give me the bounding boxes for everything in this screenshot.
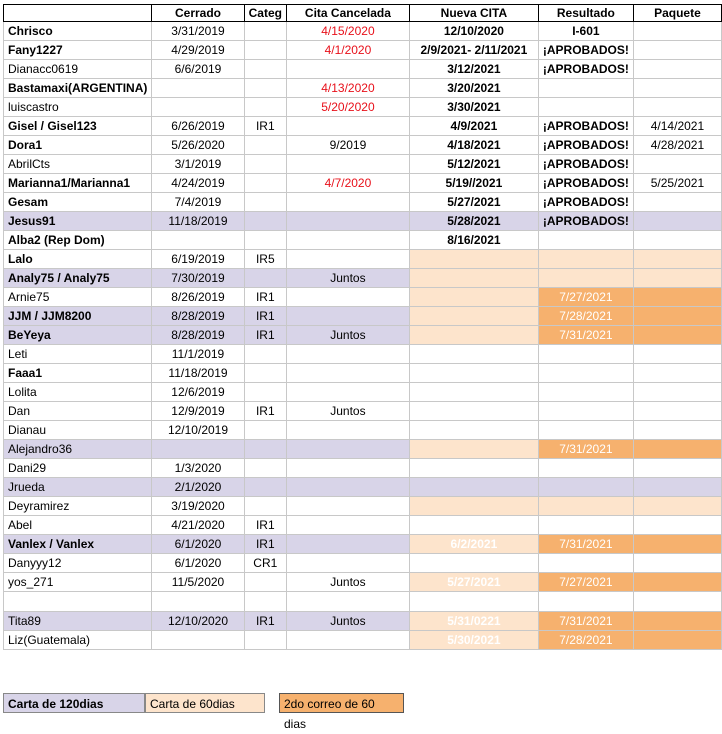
- cell-paquete[interactable]: 5/25/2021: [633, 174, 721, 193]
- cell-categ[interactable]: [244, 79, 286, 98]
- cell-nueva-cita[interactable]: [409, 402, 538, 421]
- cell-categ[interactable]: IR1: [244, 535, 286, 554]
- table-row: [4, 60, 722, 79]
- cell-name[interactable]: Dan: [4, 402, 152, 421]
- table-row: [4, 231, 722, 250]
- table-row: [4, 41, 722, 60]
- cell-paquete[interactable]: [633, 269, 721, 288]
- cell-name[interactable]: Leti: [4, 345, 152, 364]
- cell-cita-cancelada[interactable]: [286, 345, 409, 364]
- cell-resultado[interactable]: 7/28/2021: [538, 631, 633, 650]
- cell-paquete[interactable]: [633, 250, 721, 269]
- cell-nueva-cita[interactable]: [409, 269, 538, 288]
- cell-cerrado[interactable]: 12/10/2020: [152, 612, 244, 631]
- cell-name[interactable]: Deyramirez: [4, 497, 152, 516]
- cell-resultado[interactable]: [538, 79, 633, 98]
- cell-nueva-cita[interactable]: 6/2/2021: [409, 535, 538, 554]
- cell-nueva-cita[interactable]: 5/27/2021: [409, 573, 538, 592]
- cell-name[interactable]: Dora1: [4, 136, 152, 155]
- cell-cerrado[interactable]: [152, 631, 244, 650]
- cell-cita-cancelada[interactable]: [286, 117, 409, 136]
- cell-cerrado[interactable]: 6/1/2020: [152, 554, 244, 573]
- cell-paquete[interactable]: [633, 60, 721, 79]
- cell-cita-cancelada[interactable]: [286, 554, 409, 573]
- cell-categ[interactable]: IR1: [244, 288, 286, 307]
- cell-name[interactable]: [4, 592, 152, 612]
- cell-resultado[interactable]: ¡APROBADOS!: [538, 136, 633, 155]
- cell-nueva-cita[interactable]: 5/27/2021: [409, 193, 538, 212]
- cell-name[interactable]: Jrueda: [4, 478, 152, 497]
- table-row: [4, 288, 722, 307]
- table-row: [4, 212, 722, 231]
- cell-categ[interactable]: [244, 592, 286, 612]
- cell-resultado[interactable]: [538, 421, 633, 440]
- cell-cita-cancelada[interactable]: Juntos: [286, 402, 409, 421]
- cell-cita-cancelada[interactable]: Juntos: [286, 269, 409, 288]
- cell-nueva-cita[interactable]: [409, 250, 538, 269]
- table-row: [4, 421, 722, 440]
- cell-cerrado[interactable]: 11/5/2020: [152, 573, 244, 592]
- cell-nueva-cita[interactable]: 5/28/2021: [409, 212, 538, 231]
- cell-name[interactable]: Jesus91: [4, 212, 152, 231]
- cell-cerrado[interactable]: [152, 592, 244, 612]
- cell-resultado[interactable]: [538, 554, 633, 573]
- table-row: [4, 326, 722, 345]
- cell-nueva-cita[interactable]: [409, 554, 538, 573]
- cell-categ[interactable]: IR1: [244, 402, 286, 421]
- cell-cerrado[interactable]: 7/4/2019: [152, 193, 244, 212]
- cell-categ[interactable]: IR1: [244, 117, 286, 136]
- table-row: [4, 497, 722, 516]
- cell-nueva-cita[interactable]: [409, 440, 538, 459]
- cell-cerrado[interactable]: [152, 98, 244, 117]
- cell-nueva-cita[interactable]: [409, 421, 538, 440]
- cell-name[interactable]: Bastamaxi(ARGENTINA): [4, 79, 152, 98]
- cell-cita-cancelada[interactable]: [286, 421, 409, 440]
- cell-categ[interactable]: [244, 497, 286, 516]
- cell-paquete[interactable]: [633, 421, 721, 440]
- cell-paquete[interactable]: [633, 326, 721, 345]
- cell-paquete[interactable]: [633, 402, 721, 421]
- cell-nueva-cita[interactable]: 5/12/2021: [409, 155, 538, 174]
- cell-name[interactable]: JJM / JJM8200: [4, 307, 152, 326]
- cell-cerrado[interactable]: [152, 440, 244, 459]
- cell-cita-cancelada[interactable]: [286, 459, 409, 478]
- cell-cita-cancelada[interactable]: Juntos: [286, 573, 409, 592]
- cell-name[interactable]: Danyyy12: [4, 554, 152, 573]
- cell-cerrado[interactable]: 8/26/2019: [152, 288, 244, 307]
- table-row: [4, 440, 722, 459]
- cell-cita-cancelada[interactable]: 4/1/2020: [286, 41, 409, 60]
- table-row: [4, 383, 722, 402]
- cell-cerrado[interactable]: 8/28/2019: [152, 307, 244, 326]
- cell-paquete[interactable]: [633, 631, 721, 650]
- table-row: [4, 250, 722, 269]
- cell-cerrado[interactable]: 12/6/2019: [152, 383, 244, 402]
- cell-cerrado[interactable]: 6/6/2019: [152, 60, 244, 79]
- cell-nueva-cita[interactable]: [409, 345, 538, 364]
- cell-cita-cancelada[interactable]: Juntos: [286, 326, 409, 345]
- cell-cita-cancelada[interactable]: [286, 231, 409, 250]
- cell-resultado[interactable]: [538, 478, 633, 497]
- cell-cita-cancelada[interactable]: [286, 478, 409, 497]
- table-row: [4, 592, 722, 612]
- cell-nueva-cita[interactable]: 12/10/2020: [409, 22, 538, 41]
- cell-nueva-cita[interactable]: [409, 592, 538, 612]
- cell-categ[interactable]: [244, 193, 286, 212]
- cell-cita-cancelada[interactable]: [286, 516, 409, 535]
- cell-nueva-cita[interactable]: [409, 459, 538, 478]
- table-row: [4, 554, 722, 573]
- cell-categ[interactable]: IR1: [244, 326, 286, 345]
- cell-name[interactable]: Fany1227: [4, 41, 152, 60]
- cell-cita-cancelada[interactable]: [286, 383, 409, 402]
- table-row: [4, 174, 722, 193]
- cell-cita-cancelada[interactable]: Juntos: [286, 612, 409, 631]
- cell-cerrado[interactable]: 6/1/2020: [152, 535, 244, 554]
- cell-nueva-cita[interactable]: 3/30/2021: [409, 98, 538, 117]
- table-row: [4, 345, 722, 364]
- cell-resultado[interactable]: [538, 402, 633, 421]
- cell-paquete[interactable]: [633, 155, 721, 174]
- col-header-resultado[interactable]: Resultado: [538, 5, 633, 22]
- cell-resultado[interactable]: 7/31/2021: [538, 535, 633, 554]
- cell-name[interactable]: Arnie75: [4, 288, 152, 307]
- cell-name[interactable]: AbrilCts: [4, 155, 152, 174]
- cell-categ[interactable]: [244, 60, 286, 79]
- cell-categ[interactable]: IR1: [244, 516, 286, 535]
- cell-categ[interactable]: [244, 421, 286, 440]
- cell-nueva-cita[interactable]: [409, 497, 538, 516]
- cell-cerrado[interactable]: 8/28/2019: [152, 326, 244, 345]
- cell-cita-cancelada[interactable]: [286, 440, 409, 459]
- cell-nueva-cita[interactable]: [409, 288, 538, 307]
- cell-nueva-cita[interactable]: 5/19//2021: [409, 174, 538, 193]
- cell-categ[interactable]: [244, 345, 286, 364]
- cell-cerrado[interactable]: 6/19/2019: [152, 250, 244, 269]
- cell-name[interactable]: BeYeya: [4, 326, 152, 345]
- cell-cita-cancelada[interactable]: [286, 497, 409, 516]
- table-row: [4, 22, 722, 41]
- cell-cita-cancelada[interactable]: [286, 307, 409, 326]
- cell-name[interactable]: Gisel / Gisel123: [4, 117, 152, 136]
- cell-cerrado[interactable]: 12/9/2019: [152, 402, 244, 421]
- cell-resultado[interactable]: 7/28/2021: [538, 307, 633, 326]
- cell-cerrado[interactable]: [152, 231, 244, 250]
- cell-resultado[interactable]: [538, 383, 633, 402]
- table-row: [4, 459, 722, 478]
- cell-resultado[interactable]: [538, 345, 633, 364]
- cell-nueva-cita[interactable]: 4/9/2021: [409, 117, 538, 136]
- cell-paquete[interactable]: [633, 478, 721, 497]
- cell-paquete[interactable]: 4/28/2021: [633, 136, 721, 155]
- table-row: [4, 612, 722, 631]
- cell-name[interactable]: Gesam: [4, 193, 152, 212]
- cell-nueva-cita[interactable]: 5/31/0221: [409, 612, 538, 631]
- cell-resultado[interactable]: [538, 364, 633, 383]
- cell-cita-cancelada[interactable]: [286, 212, 409, 231]
- col-header-nueva-cita[interactable]: Nueva CITA: [409, 5, 538, 22]
- cell-cita-cancelada[interactable]: [286, 288, 409, 307]
- cell-categ[interactable]: [244, 478, 286, 497]
- cell-categ[interactable]: [244, 136, 286, 155]
- table-row: [4, 631, 722, 650]
- cell-paquete[interactable]: [633, 41, 721, 60]
- cell-categ[interactable]: [244, 212, 286, 231]
- cell-categ[interactable]: IR5: [244, 250, 286, 269]
- cell-cita-cancelada[interactable]: [286, 250, 409, 269]
- cell-resultado[interactable]: ¡APROBADOS!: [538, 60, 633, 79]
- cell-resultado[interactable]: ¡APROBADOS!: [538, 174, 633, 193]
- cell-resultado[interactable]: [538, 269, 633, 288]
- cell-resultado[interactable]: ¡APROBADOS!: [538, 212, 633, 231]
- table-row: [4, 402, 722, 421]
- cell-categ[interactable]: [244, 364, 286, 383]
- table-row: [4, 478, 722, 497]
- cell-cerrado[interactable]: 4/24/2019: [152, 174, 244, 193]
- cell-nueva-cita[interactable]: 3/12/2021: [409, 60, 538, 79]
- cell-name[interactable]: Vanlex / Vanlex: [4, 535, 152, 554]
- cell-resultado[interactable]: ¡APROBADOS!: [538, 41, 633, 60]
- cell-paquete[interactable]: [633, 516, 721, 535]
- cell-resultado[interactable]: [538, 459, 633, 478]
- cell-name[interactable]: Faaa1: [4, 364, 152, 383]
- cell-paquete[interactable]: [633, 573, 721, 592]
- cell-paquete[interactable]: [633, 535, 721, 554]
- cell-cita-cancelada[interactable]: [286, 193, 409, 212]
- cell-resultado[interactable]: [538, 497, 633, 516]
- cell-cita-cancelada[interactable]: [286, 592, 409, 612]
- cell-categ[interactable]: IR1: [244, 307, 286, 326]
- cell-categ[interactable]: [244, 440, 286, 459]
- cell-paquete[interactable]: [633, 193, 721, 212]
- col-header-cerrado[interactable]: Cerrado: [152, 5, 244, 22]
- cell-cita-cancelada[interactable]: [286, 60, 409, 79]
- cell-cerrado[interactable]: 3/31/2019: [152, 22, 244, 41]
- cell-nueva-cita[interactable]: [409, 326, 538, 345]
- cell-paquete[interactable]: [633, 22, 721, 41]
- cell-paquete[interactable]: [633, 288, 721, 307]
- table-row: [4, 155, 722, 174]
- cell-name[interactable]: Analy75 / Analy75: [4, 269, 152, 288]
- cell-cerrado[interactable]: 6/26/2019: [152, 117, 244, 136]
- cell-cerrado[interactable]: 3/1/2019: [152, 155, 244, 174]
- cell-paquete[interactable]: [633, 212, 721, 231]
- table-row: [4, 98, 722, 117]
- cell-cerrado[interactable]: 2/1/2020: [152, 478, 244, 497]
- cell-resultado[interactable]: 7/27/2021: [538, 288, 633, 307]
- cell-categ[interactable]: [244, 22, 286, 41]
- table-row: [4, 516, 722, 535]
- cell-categ[interactable]: IR1: [244, 612, 286, 631]
- table-row: [4, 117, 722, 136]
- cell-categ[interactable]: [244, 41, 286, 60]
- cell-paquete[interactable]: [633, 364, 721, 383]
- cell-resultado[interactable]: 7/27/2021: [538, 573, 633, 592]
- cell-categ[interactable]: [244, 459, 286, 478]
- cell-paquete[interactable]: [633, 231, 721, 250]
- cell-categ[interactable]: [244, 573, 286, 592]
- cell-paquete[interactable]: [633, 307, 721, 326]
- cell-cita-cancelada[interactable]: 4/13/2020: [286, 79, 409, 98]
- cell-cerrado[interactable]: 3/19/2020: [152, 497, 244, 516]
- cell-nueva-cita[interactable]: [409, 364, 538, 383]
- cell-paquete[interactable]: [633, 440, 721, 459]
- cell-name[interactable]: yos_271: [4, 573, 152, 592]
- cell-nueva-cita[interactable]: [409, 307, 538, 326]
- cell-cerrado[interactable]: [152, 79, 244, 98]
- cell-cita-cancelada[interactable]: 5/20/2020: [286, 98, 409, 117]
- table-row: [4, 193, 722, 212]
- cell-categ[interactable]: CR1: [244, 554, 286, 573]
- cell-paquete[interactable]: [633, 612, 721, 631]
- cell-cerrado[interactable]: 11/18/2019: [152, 212, 244, 231]
- cell-cita-cancelada[interactable]: [286, 364, 409, 383]
- cell-paquete[interactable]: [633, 459, 721, 478]
- cell-categ[interactable]: [244, 269, 286, 288]
- cell-categ[interactable]: [244, 231, 286, 250]
- table-row: [4, 573, 722, 592]
- cell-cita-cancelada[interactable]: [286, 155, 409, 174]
- col-header-cita-cancelada[interactable]: Cita Cancelada: [286, 5, 409, 22]
- legend-purple: Carta de 120dias: [3, 693, 145, 713]
- cell-name[interactable]: Dianacc0619: [4, 60, 152, 79]
- cell-resultado[interactable]: [538, 250, 633, 269]
- cell-categ[interactable]: [244, 383, 286, 402]
- cell-resultado[interactable]: [538, 231, 633, 250]
- cell-cerrado[interactable]: 1/3/2020: [152, 459, 244, 478]
- cell-cerrado[interactable]: 11/1/2019: [152, 345, 244, 364]
- cell-categ[interactable]: [244, 155, 286, 174]
- cell-cerrado[interactable]: 7/30/2019: [152, 269, 244, 288]
- col-header-paquete[interactable]: Paquete: [633, 5, 721, 22]
- cell-paquete[interactable]: [633, 497, 721, 516]
- cell-name[interactable]: Abel: [4, 516, 152, 535]
- cell-resultado[interactable]: ¡APROBADOS!: [538, 117, 633, 136]
- cell-cerrado[interactable]: 4/29/2019: [152, 41, 244, 60]
- cell-nueva-cita[interactable]: 4/18/2021: [409, 136, 538, 155]
- cell-resultado[interactable]: ¡APROBADOS!: [538, 155, 633, 174]
- table-row: [4, 79, 722, 98]
- table-row: [4, 136, 722, 155]
- cell-name[interactable]: Marianna1/Marianna1: [4, 174, 152, 193]
- cell-cita-cancelada[interactable]: 4/7/2020: [286, 174, 409, 193]
- cell-resultado[interactable]: 7/31/2021: [538, 612, 633, 631]
- cell-name[interactable]: Dianau: [4, 421, 152, 440]
- cell-nueva-cita[interactable]: 8/16/2021: [409, 231, 538, 250]
- cell-cita-cancelada[interactable]: [286, 535, 409, 554]
- cell-categ[interactable]: [244, 174, 286, 193]
- cell-paquete[interactable]: [633, 345, 721, 364]
- cell-name[interactable]: Alba2 (Rep Dom): [4, 231, 152, 250]
- cell-resultado[interactable]: ¡APROBADOS!: [538, 193, 633, 212]
- cell-resultado[interactable]: [538, 516, 633, 535]
- cell-cita-cancelada[interactable]: 4/15/2020: [286, 22, 409, 41]
- cell-cita-cancelada[interactable]: [286, 631, 409, 650]
- cell-paquete[interactable]: [633, 554, 721, 573]
- cell-nueva-cita[interactable]: 5/30/2021: [409, 631, 538, 650]
- cell-name[interactable]: Tita89: [4, 612, 152, 631]
- cell-nueva-cita[interactable]: [409, 516, 538, 535]
- cell-paquete[interactable]: [633, 79, 721, 98]
- cell-name[interactable]: Dani29: [4, 459, 152, 478]
- cell-name[interactable]: Lalo: [4, 250, 152, 269]
- cell-resultado[interactable]: 7/31/2021: [538, 326, 633, 345]
- cell-nueva-cita[interactable]: [409, 383, 538, 402]
- cell-name[interactable]: Alejandro36: [4, 440, 152, 459]
- legend-orange: 2do correo de 60 dias: [279, 693, 404, 713]
- cell-cerrado[interactable]: 11/18/2019: [152, 364, 244, 383]
- cell-resultado[interactable]: 7/31/2021: [538, 440, 633, 459]
- cell-nueva-cita[interactable]: 2/9/2021- 2/11/2021: [409, 41, 538, 60]
- cell-cerrado[interactable]: 4/21/2020: [152, 516, 244, 535]
- cell-categ[interactable]: [244, 98, 286, 117]
- col-header-categ[interactable]: Categ: [244, 5, 286, 22]
- cell-cita-cancelada[interactable]: 9/2019: [286, 136, 409, 155]
- cell-paquete[interactable]: [633, 592, 721, 612]
- cell-paquete[interactable]: [633, 383, 721, 402]
- cell-resultado[interactable]: I-601: [538, 22, 633, 41]
- cell-name[interactable]: Liz(Guatemala): [4, 631, 152, 650]
- table-row: [4, 307, 722, 326]
- cell-paquete[interactable]: [633, 98, 721, 117]
- cell-categ[interactable]: [244, 631, 286, 650]
- table-row: [4, 269, 722, 288]
- cell-name[interactable]: Chrisco: [4, 22, 152, 41]
- sheet-table: [3, 4, 722, 650]
- table-row: [4, 364, 722, 383]
- cell-name[interactable]: luiscastro: [4, 98, 152, 117]
- cell-resultado[interactable]: [538, 592, 633, 612]
- cell-nueva-cita[interactable]: [409, 478, 538, 497]
- table-row: [4, 535, 722, 554]
- cell-resultado[interactable]: [538, 98, 633, 117]
- legend-peach: Carta de 60dias: [145, 693, 265, 713]
- cell-name[interactable]: Lolita: [4, 383, 152, 402]
- cell-nueva-cita[interactable]: 3/20/2021: [409, 79, 538, 98]
- cell-paquete[interactable]: 4/14/2021: [633, 117, 721, 136]
- col-header-name[interactable]: [4, 5, 152, 22]
- cell-cerrado[interactable]: 5/26/2020: [152, 136, 244, 155]
- cell-cerrado[interactable]: 12/10/2019: [152, 421, 244, 440]
- header-row: [4, 5, 722, 22]
